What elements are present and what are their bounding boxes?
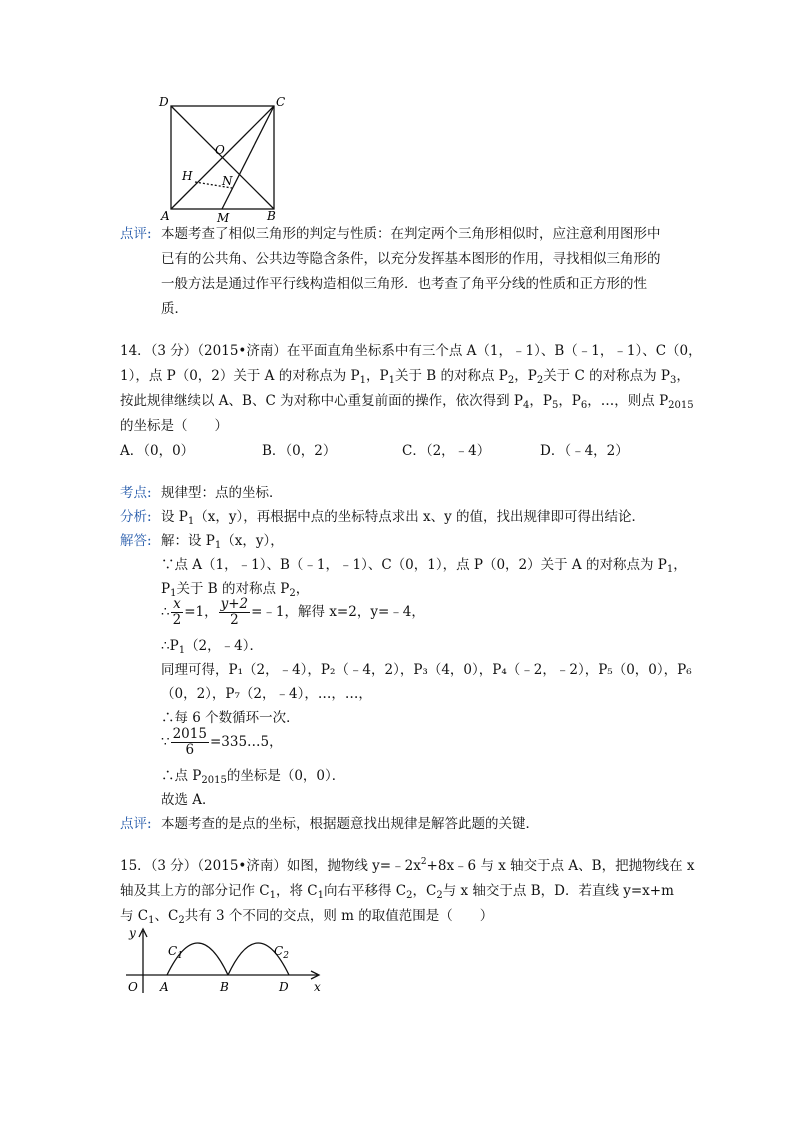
q14-option-a: A．（0，0）	[120, 443, 195, 459]
dianping-text: 本题考查的是点的坐标，根据题意找出规律是解答此题的关键．	[161, 816, 539, 832]
q14-line-2: 1），点 P（0，2）关于 A 的对称点为 $P_1$，$P_1$关于 B 的对称点 $P_2$，$P_2$关于 C 的对称点为 $P_3$，	[120, 368, 690, 386]
label-B: B	[267, 209, 276, 223]
label-D: D	[279, 980, 289, 994]
label-A: A	[161, 209, 170, 223]
q14-line-3: 按此规律继续以 A、B、C 为对称中心重复前面的操作，依次得到 $P_4$，$P_5$，$P_6$，…，则点 $P_{2015}$	[120, 393, 694, 411]
dianping-label: 点评:	[120, 816, 152, 832]
q14-line-4: 的坐标是（ ）	[120, 418, 228, 434]
q15-line-1: 15．（3 分）（2015•济南）如图，抛物线 $y=﹣2x^2+8x﹣6$ 与 x 轴交于点 A、B，把抛物线在 x	[120, 857, 695, 874]
q15-line-3: 与 $C_1$、$C_2$共有 3 个不同的交点，则 m 的取值范围是（ ）	[120, 908, 494, 926]
comment-label: 点评:	[120, 226, 152, 242]
comment-line-4: 质．	[161, 301, 188, 317]
solution-step-8: ∵ $\frac{2015}{6}$ =335…5，	[161, 726, 283, 758]
solution-step-1: ∵点 A（1，﹣1）、B（﹣1，﹣1）、C（0，1），点 P（0，2）关于 A 的对称点为 $P_1$，	[161, 557, 687, 575]
axis-y-label: y	[129, 926, 136, 940]
label-O: O	[215, 143, 225, 157]
kaodian-label: 考点:	[120, 485, 152, 501]
label-O: O	[128, 980, 138, 994]
parabola-figure	[118, 925, 328, 1000]
solution-step-3: ∴ $\frac{x}{2}$ =1， $\frac{y+2}{2}$ =﹣1，解得 x=2，y=﹣4，	[161, 596, 425, 628]
square-figure	[155, 92, 290, 224]
q15-line-2: 轴及其上方的部分记作 $C_1$，将 $C_1$向右平移得 $C_2$，$C_2$与 x 轴交于点 B，D．若直线 y=x+m	[120, 883, 674, 901]
jieda-label: 解答:	[120, 533, 152, 549]
axis-x-label: x	[314, 980, 321, 994]
label-D: D	[159, 95, 169, 109]
solution-step-6: （0，2），P₇（2，﹣4），…，…，	[161, 686, 372, 702]
q14-option-c: C．（2，﹣4）	[402, 443, 491, 459]
label-A: A	[160, 980, 169, 994]
solution-step-9: ∴点 $P_{2015}$的坐标是（0，0）．	[161, 768, 346, 786]
fenxi-label: 分析:	[120, 509, 152, 525]
fenxi-text: 设 $P_1(x$，y），再根据中点的坐标特点求出 x、y 的值，找出规律即可得出结论．	[161, 509, 646, 527]
label-C1: $C_1$	[168, 944, 183, 961]
label-C2: $C_2$	[274, 944, 289, 961]
label-N: N	[222, 174, 233, 188]
solution-step-2: $P_1$关于 B 的对称点 $P_2$，	[161, 581, 310, 599]
kaodian-text: 规律型：点的坐标．	[161, 485, 283, 501]
label-C: C	[276, 95, 286, 109]
comment-line-2: 已有的公共角、公共边等隐含条件，以充分发挥基本图形的作用，寻找相似三角形的	[161, 251, 661, 267]
jieda-intro: 解：设 $P_1(x$，y），	[161, 533, 284, 551]
q14-option-b: B．（0，2）	[262, 443, 337, 459]
solution-step-10: 故选 A．	[161, 792, 216, 808]
comment-line-1: 本题考查了相似三角形的判定与性质：在判定两个三角形相似时，应注意利用图形中	[161, 226, 661, 242]
q14-option-d: D．（﹣4，2）	[540, 443, 629, 459]
comment-line-3: 一般方法是通过作平行线构造相似三角形．也考查了角平分线的性质和正方形的性	[161, 276, 647, 292]
solution-step-5: 同理可得，P₁（2，﹣4），P₂（﹣4，2），P₃（4，0），P₄（﹣2，﹣2），P₅（0，0），P₆	[161, 662, 692, 678]
q14-line-1: 14．（3 分）（2015•济南）在平面直角坐标系中有三个点 A（1，﹣1）、B（﹣1，﹣1）、C（0，	[120, 343, 702, 359]
solution-step-7: ∴每 6 个数循环一次．	[161, 710, 300, 726]
solution-step-4: $\therefore P_1(2$，﹣4）．	[161, 638, 263, 656]
label-M: M	[217, 211, 230, 224]
label-H: H	[182, 169, 193, 183]
label-B: B	[220, 980, 229, 994]
